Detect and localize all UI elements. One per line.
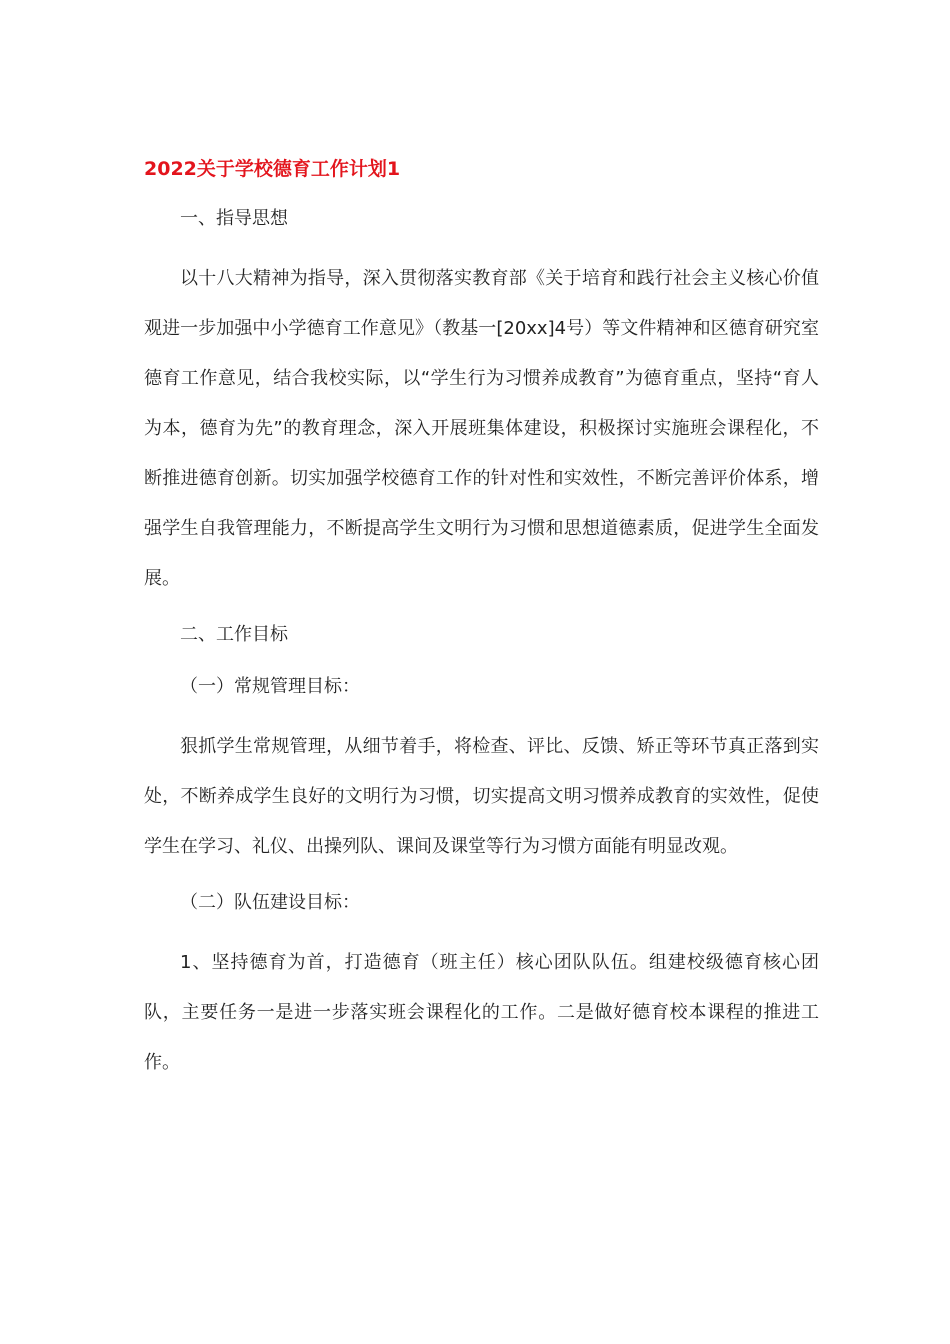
document-title: 2022关于学校德育工作计划1 (144, 158, 401, 180)
paragraph-routine-management: 狠抓学生常规管理，从细节着手，将检查、评比、反馈、矫正等环节真正落到实处，不断养成学生良好的文明行为习惯，切实提高文明习惯养成教育的实效性，促使学生在学习、礼仪、出操列队、课间及课堂等行为习惯方面能有明显改观。 (144, 736, 819, 857)
section-heading-guiding-thought: 一、指导思想 (180, 208, 288, 229)
subheading-team-building: （二）队伍建设目标： (180, 892, 360, 913)
subheading-routine-management: （一）常规管理目标： (180, 676, 360, 697)
paragraph-team-building: 1、坚持德育为首，打造德育（班主任）核心团队队伍。组建校级德育核心团队，主要任务一是进一步落实班会课程化的工作。二是做好德育校本课程的推进工作。 (144, 952, 819, 1073)
document-body (144, 150, 819, 1100)
paragraph-guiding-thought: 以十八大精神为指导，深入贯彻落实教育部《关于培育和践行社会主义核心价值观进一步加强中小学德育工作意见》（教基一[20xx]4号）等文件精神和区德育研究室德育工作意见，结合我校实际，以“学生行为习惯养成教育”为德育重点，坚持“育人为本，德育为先”的教育理念，深入开展班集体建设，积极探讨实施班会课程化，不断推进德育创新。切实加强学校德育工作的针对性和实效性，不断完善评价体系，增强学生自我管理能力，不断提高学生文明行为习惯和思想道德素质，促进学生全面发展。 (144, 268, 819, 589)
section-heading-work-goals: 二、工作目标 (180, 624, 288, 645)
